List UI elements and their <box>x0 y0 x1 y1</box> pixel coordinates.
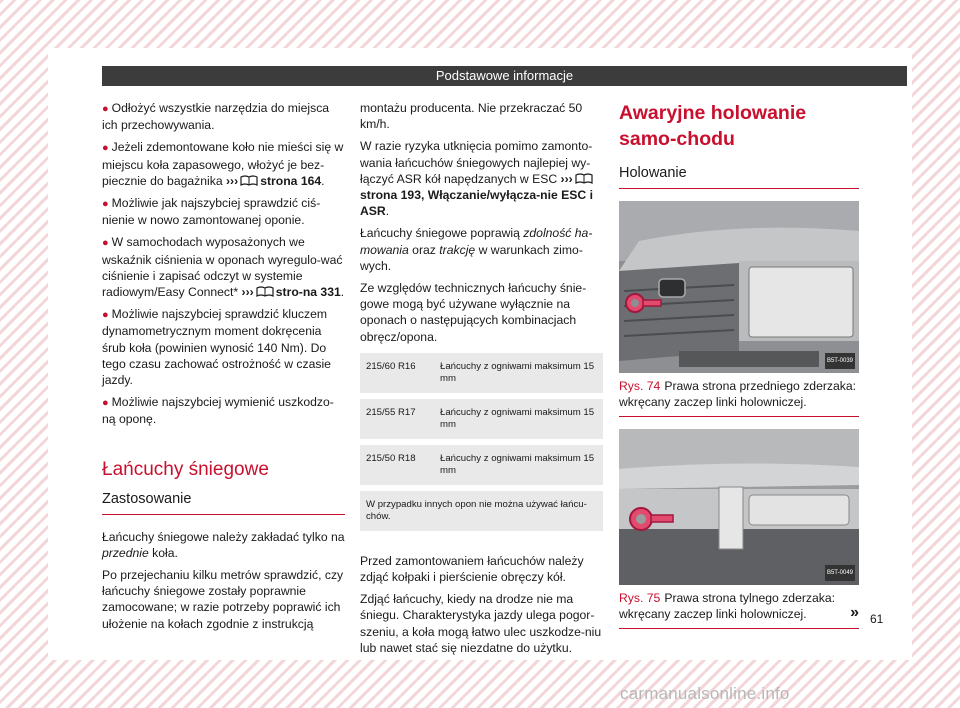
header-title: Podstawowe informacje <box>435 68 574 83</box>
figure-front-bumper <box>619 201 859 373</box>
paragraph: Zdjąć łańcuchy, kiedy na drodze nie ma śniegu. Charakterystyka jazdy ulega pogor-szeniu, a koła mogą łatwo ulec uszkodze-niu lub nawet stać się niezdatne do użytku. <box>360 592 602 655</box>
paragraph <box>360 225 603 274</box>
list-item-text: Możliwie najszybciej wymienić uszkodzo-ną oponę. <box>102 395 334 427</box>
page-number: 61 <box>870 612 884 626</box>
bullet-icon: ● <box>102 237 109 250</box>
list-item: ● Jeżeli zdemontowane koło nie mieści się w miejscu koła zapasowego, włożyć je bez-piecznie do bagażnika ››› strona 164. <box>102 140 344 188</box>
subsection-heading: Zastosowanie <box>102 490 345 515</box>
section-heading: Łańcuchy śniegowe <box>102 458 269 480</box>
page-reference-link[interactable]: stro-na 331 <box>275 285 341 300</box>
caption-text: Prawa strona tylnego zderzaka: wkręcany zaczep linki holowniczej. <box>619 591 836 621</box>
reference-arrows: ››› <box>241 285 254 300</box>
list-item-text: Odłożyć wszystkie narzędzia do miejsca ich przechowywania. <box>102 101 330 133</box>
reference-arrows: ››› <box>226 173 239 188</box>
list-item-text: Jeżeli zdemontowane koło nie mieści się w miejscu koła zapasowego, włożyć je bez-piecznie do bagażnika <box>102 140 344 188</box>
figure-rear-bumper <box>619 429 859 585</box>
paragraph: montażu producenta. Nie przekraczać 50 km/h. <box>360 101 583 132</box>
section-heading: Awaryjne holowanie samo-chodu <box>619 102 807 150</box>
list-item <box>102 100 345 133</box>
column-3 <box>619 100 859 629</box>
paragraph: Przed zamontowaniem łańcuchów należy zdjąć kołpaki i pierścienie obręczy kół. <box>360 553 584 585</box>
bullet-icon: ● <box>102 103 109 115</box>
text: Łańcuchy śniegowe należy zakładać tylko na <box>102 529 345 544</box>
figure-caption <box>619 379 859 417</box>
page-reference-link[interactable]: strona 193, Włączanie/wyłącza-nie ESC i ASR <box>360 188 594 219</box>
caption-text: Prawa strona przedniego zderzaka: wkręcany zaczep linki holowniczej. <box>619 379 857 409</box>
table-cell: Łańcuchy z ogniwami maksimum 15 mm <box>434 353 603 396</box>
bullet-icon: ● <box>102 142 109 155</box>
page-header <box>102 66 907 86</box>
table-cell: 215/50 R18 <box>360 442 434 488</box>
column-2 <box>360 100 603 662</box>
page-reference-link[interactable]: strona 164 <box>260 173 322 188</box>
rear-bumper-illustration <box>619 429 859 585</box>
paragraph: Po przejechaniu kilku metrów sprawdzić, czy łańcuchy śniegowe zostały poprawnie zamocowane; w razie potrzeby poprawić ich ułożenie na kołach zgodnie z instrukcją <box>102 568 344 631</box>
table-row <box>360 396 603 442</box>
tire-chain-table <box>360 353 603 537</box>
figure-label: Rys. 74 <box>619 379 661 393</box>
paragraph: Ze względów technicznych łańcuchy śnie-gowe mogą być używane wyłącznie na oponach o następujących kombinacjach obręcz/opona. <box>360 281 587 344</box>
table-cell: 215/60 R16 <box>360 353 434 396</box>
figure-label: Rys. 75 <box>619 591 661 605</box>
subsection-heading: Holowanie <box>619 164 859 189</box>
emphasis: trakcję <box>439 242 476 257</box>
list-item-text: Możliwie najszybciej sprawdzić kluczem dynamometrycznym moment dokręcenia śrub koła (powinien wynosić 140 Nm). Do tego czasu zachować ostrożność w czasie jazdy. <box>102 307 331 388</box>
figure-code: B5T-0049 <box>825 565 855 581</box>
table-note: W przypadku innych opon nie można używać łańcu-chów. <box>360 488 603 534</box>
list-item-text: W samochodach wyposażonych we wskaźnik ciśnienia w oponach wyregulo-wać ciśnienie i zapisać odczyt w systemie radiowym/Easy Connect* <box>102 235 343 300</box>
book-icon <box>256 286 274 297</box>
figure-code: B5T-0039 <box>825 353 855 369</box>
paragraph <box>102 529 345 561</box>
table-cell: 215/55 R17 <box>360 396 434 442</box>
book-icon <box>240 175 258 186</box>
list-item <box>102 195 345 228</box>
table-row <box>360 353 603 396</box>
book-icon <box>575 173 593 184</box>
text: koła. <box>152 545 178 560</box>
paragraph: W razie ryzyka utknięcia pomimo zamonto-wania łańcuchów śniegowych najlepiej wy-łączyć ASR kół napędzanych w ESC ›››strona 193, Włączanie/wyłącza-nie ESC i ASR. <box>360 139 594 219</box>
text: w warunkach zimo-wych. <box>360 242 583 273</box>
emphasis: przednie <box>102 545 149 560</box>
bullet-icon: ● <box>102 198 109 211</box>
text: W razie ryzyka utknięcia pomimo zamonto-wania łańcuchów śniegowych najlepiej wy-łączyć ASR kół napędzanych w ESC <box>360 139 593 186</box>
table-row <box>360 488 603 534</box>
list-item <box>102 394 345 427</box>
figure-caption <box>619 591 859 629</box>
table-cell: Łańcuchy z ogniwami maksimum 15 mm <box>434 396 603 442</box>
emphasis: zdolność ha-mowania <box>360 226 593 257</box>
table-cell: Łańcuchy z ogniwami maksimum 15 mm <box>434 442 603 488</box>
reference-arrows: ››› <box>560 171 573 186</box>
bullet-icon: ● <box>102 309 109 322</box>
list-item <box>102 306 345 388</box>
watermark: carmanualsonline.info <box>620 684 790 703</box>
list-item-text: Możliwie jak najszybciej sprawdzić ciś-nienie w nowo zamontowanej oponie. <box>102 196 321 228</box>
bullet-icon: ● <box>102 397 109 410</box>
continue-arrow-icon: » <box>850 603 859 621</box>
text: oraz <box>412 242 436 257</box>
table-row <box>360 442 603 488</box>
list-item: ● W samochodach wyposażonych we wskaźnik ciśnienia w oponach wyregulo-wać ciśnienie i zapisać odczyt w systemie radiowym/Easy Connect* ››› stro-na 331. <box>102 235 345 300</box>
column-1 <box>102 100 345 638</box>
front-bumper-illustration <box>619 201 859 373</box>
text: Łańcuchy śniegowe poprawią <box>360 226 520 241</box>
